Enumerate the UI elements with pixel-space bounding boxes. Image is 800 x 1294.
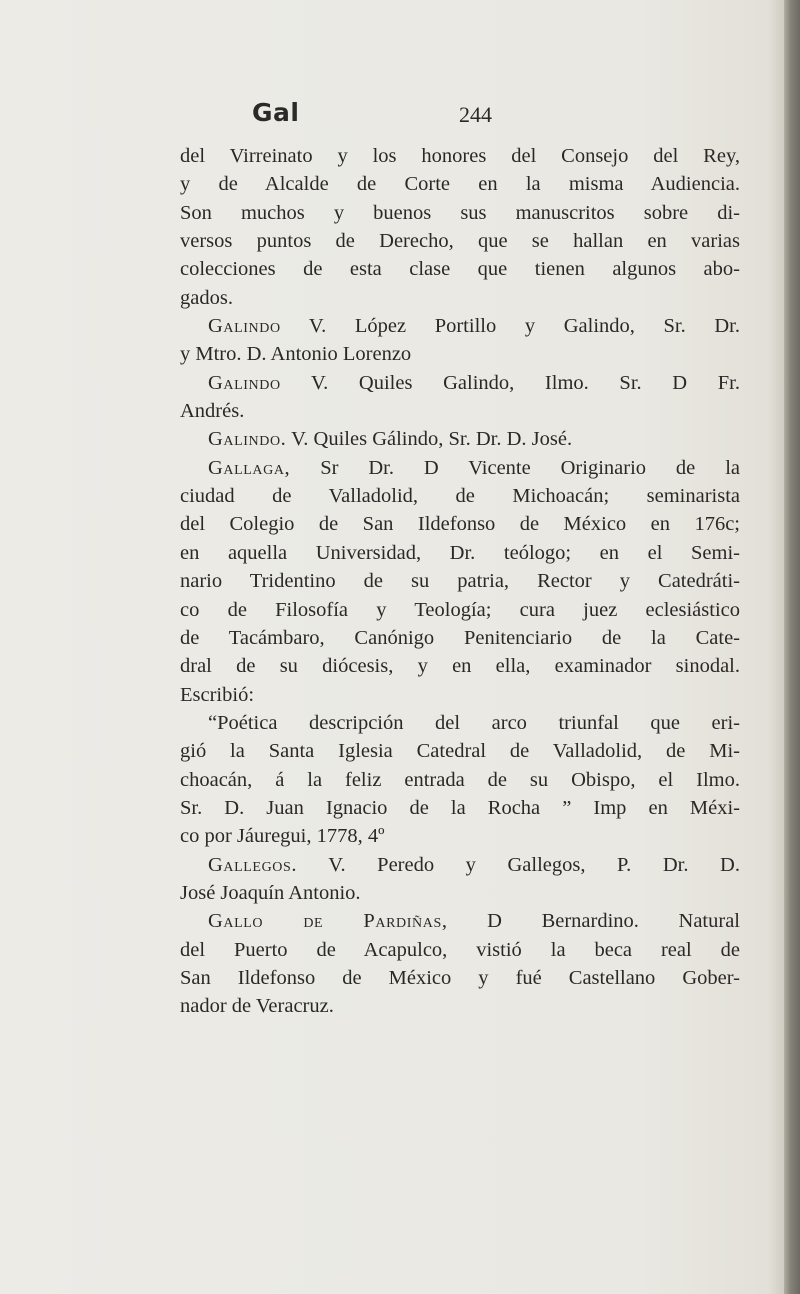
page-edge-shadow	[784, 0, 800, 1294]
text-line	[180, 851, 740, 879]
entry-heading: Gallaga,	[208, 456, 291, 479]
text-segment: en aquella Universidad, Dr. teólogo; en el Semi-	[180, 541, 740, 564]
text-line	[180, 709, 740, 737]
text-line	[180, 964, 740, 992]
paragraph	[180, 312, 740, 369]
text-line	[180, 936, 740, 964]
text-segment: dral de su diócesis, y en ella, examinador sinodal.	[180, 655, 740, 678]
text-line	[180, 567, 740, 595]
text-line	[180, 227, 740, 255]
text-line	[180, 596, 740, 624]
text-segment: Son muchos y buenos sus manuscritos sobre di-	[180, 201, 740, 224]
text-line	[180, 482, 740, 510]
entry-heading: Gallegos.	[208, 853, 298, 876]
text-line	[180, 170, 740, 198]
text-line	[180, 397, 740, 425]
page-number: 244	[459, 102, 492, 127]
text-line	[180, 284, 740, 312]
text-line	[180, 907, 740, 935]
text-line	[180, 425, 740, 453]
text-line	[180, 822, 740, 850]
paragraph	[180, 142, 740, 312]
text-line	[180, 624, 740, 652]
text-line	[180, 199, 740, 227]
text-line	[180, 539, 740, 567]
text-segment: nador de Veracruz.	[180, 995, 334, 1018]
entry-heading: Galindo.	[208, 428, 287, 451]
text-segment: co por Jáuregui, 1778, 4º	[180, 825, 385, 848]
entry-heading: Galindo	[208, 371, 281, 394]
text-segment: choacán, á la feliz entrada de su Obispo, el Ilmo.	[180, 768, 740, 791]
entry-heading: Gallo de Pardiñas,	[208, 910, 448, 933]
text-line	[180, 369, 740, 397]
text-line	[180, 454, 740, 482]
text-line	[180, 510, 740, 538]
running-head-title: Gal	[252, 98, 300, 127]
running-head	[252, 98, 492, 138]
text-line	[180, 737, 740, 765]
text-segment: Escribió:	[180, 683, 255, 706]
text-line	[180, 992, 740, 1020]
text-segment: del Colegio de San Ildefonso de México en 176c;	[180, 513, 740, 536]
text-segment: gió la Santa Iglesia Catedral de Valladolid, de Mi-	[180, 740, 740, 763]
text-segment: V. Quiles Gálindo, Sr. Dr. D. José.	[286, 428, 573, 451]
text-segment: del Virreinato y los honores del Consejo del Rey,	[180, 145, 740, 167]
text-segment: V. Peredo y Gallegos, P. Dr. D.	[297, 853, 740, 876]
text-line	[180, 652, 740, 680]
text-line	[180, 879, 740, 907]
text-segment: Andrés.	[180, 400, 245, 423]
text-segment: gados.	[180, 286, 233, 309]
paragraph	[180, 425, 740, 453]
text-segment: Sr. D. Juan Ignacio de la Rocha ” Imp en Méxi-	[180, 796, 740, 819]
body-text	[180, 142, 740, 1021]
text-segment: y de Alcalde de Corte en la misma Audiencia.	[180, 173, 740, 196]
paragraph	[180, 369, 740, 426]
text-line	[180, 794, 740, 822]
paragraph	[180, 851, 740, 908]
paragraph	[180, 709, 740, 851]
text-line	[180, 142, 740, 170]
text-line	[180, 312, 740, 340]
text-segment: colecciones de esta clase que tienen algunos abo-	[180, 258, 740, 281]
entry-heading: Galindo	[208, 315, 281, 338]
paragraph	[180, 454, 740, 709]
text-segment: San Ildefonso de México y fué Castellano Gober-	[180, 966, 740, 989]
text-segment: versos puntos de Derecho, que se hallan en varias	[180, 230, 740, 253]
text-segment: nario Tridentino de su patria, Rector y Catedráti-	[180, 570, 740, 593]
text-line	[180, 255, 740, 283]
text-segment: D Bernardino. Natural	[447, 910, 740, 933]
text-segment: co de Filosofía y Teología; cura juez eclesiástico	[180, 598, 740, 621]
text-segment: de Tacámbaro, Canónigo Penitenciario de la Cate-	[180, 626, 740, 649]
text-segment: “Poética descripción del arco triunfal que eri-	[208, 711, 740, 734]
text-line	[180, 681, 740, 709]
text-segment: V. Quiles Galindo, Ilmo. Sr. D Fr.	[280, 371, 740, 394]
text-segment: y Mtro. D. Antonio Lorenzo	[180, 343, 412, 366]
text-segment: V. López Portillo y Galindo, Sr. Dr.	[280, 315, 740, 338]
text-line	[180, 766, 740, 794]
text-segment: ciudad de Valladolid, de Michoacán; seminarista	[180, 485, 740, 508]
text-line	[180, 340, 740, 368]
text-segment: del Puerto de Acapulco, vistió la beca real de	[180, 938, 740, 961]
text-segment: José Joaquín Antonio.	[180, 881, 361, 904]
text-segment: Sr Dr. D Vicente Originario de la	[290, 456, 740, 479]
paragraph	[180, 907, 740, 1020]
